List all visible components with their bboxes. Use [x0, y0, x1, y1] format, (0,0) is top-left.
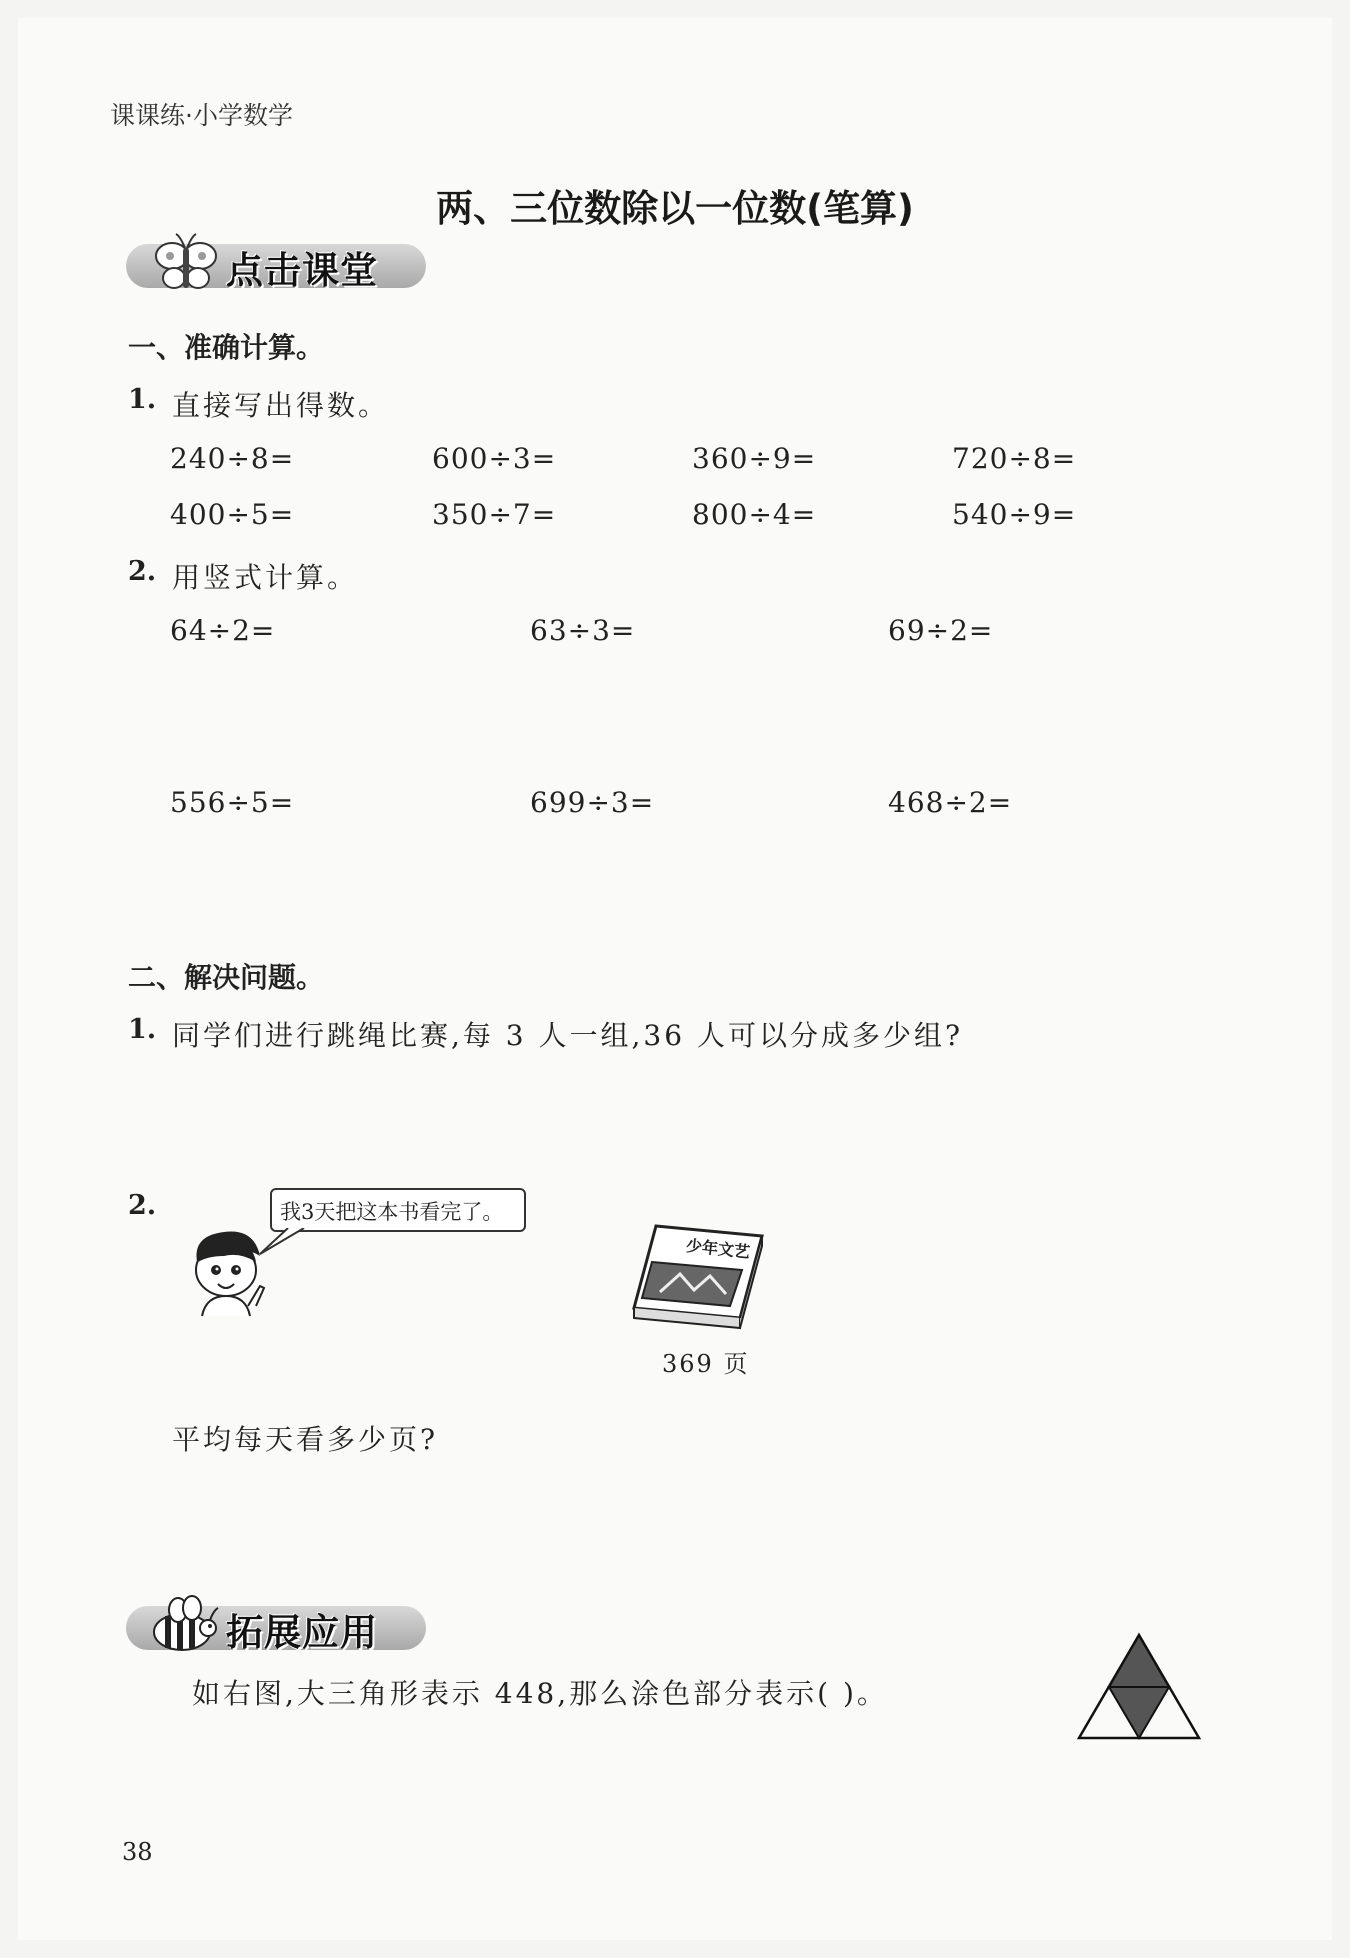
- book-cover-title: 少年文艺: [685, 1236, 751, 1262]
- question-number: 1.: [128, 384, 157, 415]
- equation: 360÷9=: [692, 442, 817, 475]
- question-text: 用竖式计算。: [172, 561, 359, 594]
- question-text: 直接写出得数。: [172, 389, 390, 422]
- equation: 240÷8=: [170, 442, 295, 475]
- equation: 350÷7=: [432, 498, 557, 531]
- question-number: 1.: [128, 1014, 157, 1045]
- equation: 64÷2=: [170, 614, 276, 647]
- question-text: 同学们进行跳绳比赛,每 3 人一组,36 人可以分成多少组?: [172, 1019, 963, 1052]
- equation: 720÷8=: [952, 442, 1077, 475]
- equation: 800÷4=: [692, 498, 817, 531]
- equation: 400÷5=: [170, 498, 295, 531]
- equation: 600÷3=: [432, 442, 557, 475]
- equation: 699÷3=: [530, 786, 655, 819]
- question-text: 平均每天看多少页?: [172, 1423, 439, 1456]
- boy-reading-icon: [184, 1226, 284, 1318]
- equation: 69÷2=: [888, 614, 994, 647]
- extension-question-text: 如右图,大三角形表示 448,那么涂色部分表示( )。: [192, 1677, 888, 1710]
- book-illustration: [630, 1222, 766, 1330]
- classroom-banner: [126, 238, 426, 294]
- question-number: 2.: [128, 1190, 157, 1221]
- page-number: 38: [122, 1838, 153, 1866]
- equation: 63÷3=: [530, 614, 636, 647]
- extension-banner: [126, 1600, 426, 1656]
- shaded-center-triangle: [1109, 1687, 1169, 1738]
- section-heading-calculation: 一、准确计算。: [128, 331, 325, 364]
- equation: 540÷9=: [952, 498, 1077, 531]
- shaded-top-triangle: [1109, 1635, 1169, 1687]
- banner-label: 拓展应用: [226, 1611, 378, 1654]
- equation: 468÷2=: [888, 786, 1013, 819]
- book-pages-caption: 369 页: [662, 1350, 750, 1378]
- bee-icon: [138, 1592, 222, 1656]
- speech-bubble: 我3天把这本书看完了。: [270, 1188, 526, 1232]
- book-header: 课课练·小学数学: [110, 101, 293, 130]
- section-heading-problems: 二、解决问题。: [128, 961, 325, 994]
- lesson-title: 两、三位数除以一位数(笔算): [436, 187, 914, 230]
- question-number: 2.: [128, 556, 157, 587]
- banner-label: 点击课堂: [226, 249, 378, 292]
- equation: 556÷5=: [170, 786, 295, 819]
- butterfly-icon: [146, 232, 226, 296]
- triangle-figure: [1076, 1632, 1202, 1742]
